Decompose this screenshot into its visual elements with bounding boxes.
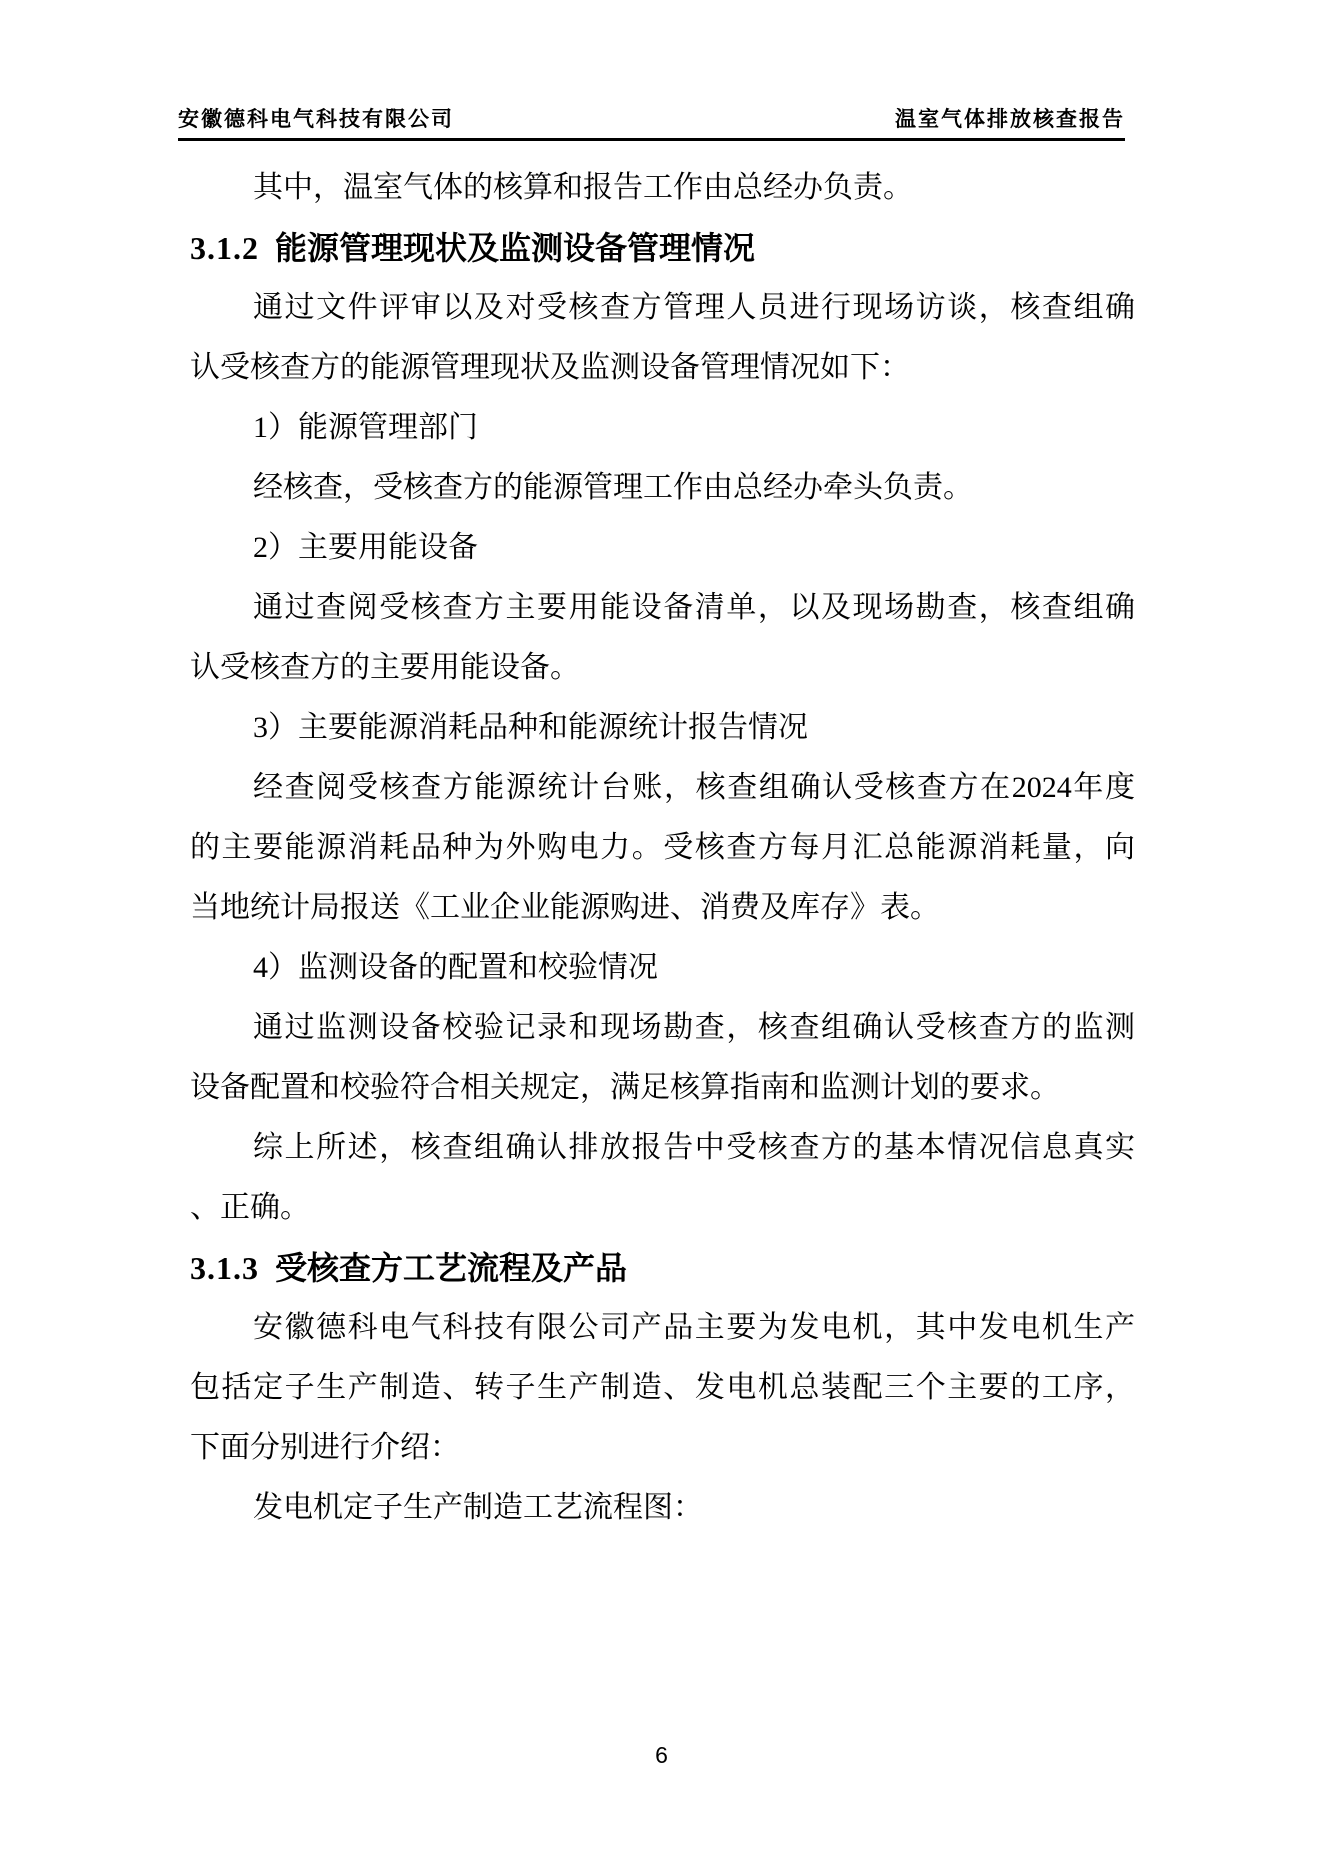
header-report-title: 温室气体排放核查报告 bbox=[895, 107, 1125, 131]
section-heading bbox=[190, 218, 1135, 278]
paragraph-line: 经查阅受核查方能源统计台账，核查组确认受核查方在2024年度 bbox=[253, 771, 1135, 804]
paragraph-line: 综上所述，核查组确认排放报告中受核查方的基本情况信息真实 bbox=[253, 1131, 1135, 1164]
paragraph-line: 当地统计局报送《工业企业能源购进、消费及库存》表。 bbox=[190, 891, 940, 924]
paragraph-line: 、正确。 bbox=[190, 1191, 310, 1224]
paragraph-line: 发电机定子生产制造工艺流程图： bbox=[253, 1491, 703, 1524]
paragraph-line: 4）监测设备的配置和校验情况 bbox=[253, 951, 658, 984]
page-number: 6 bbox=[655, 1742, 668, 1768]
paragraph-line: 3）主要能源消耗品种和能源统计报告情况 bbox=[253, 711, 808, 744]
section-title: 能源管理现状及监测设备管理情况 bbox=[275, 230, 756, 266]
page-header bbox=[178, 103, 1125, 133]
paragraph-line: 2）主要用能设备 bbox=[253, 531, 478, 564]
section-heading bbox=[190, 1238, 1135, 1298]
paragraph-line: 经核查，受核查方的能源管理工作由总经办牵头负责。 bbox=[253, 471, 973, 504]
section-title: 受核查方工艺流程及产品 bbox=[275, 1250, 628, 1286]
paragraph-line: 包括定子生产制造、转子生产制造、发电机总装配三个主要的工序， bbox=[190, 1371, 1135, 1404]
paragraph-line: 认受核查方的主要用能设备。 bbox=[190, 651, 580, 684]
document-body bbox=[190, 158, 1135, 1538]
header-company-name: 安徽德科电气科技有限公司 bbox=[178, 107, 454, 131]
section-number: 3.1.3 bbox=[190, 1250, 259, 1286]
paragraph-line: 认受核查方的能源管理现状及监测设备管理情况如下： bbox=[190, 351, 910, 384]
paragraph-line: 通过文件评审以及对受核查方管理人员进行现场访谈，核查组确 bbox=[253, 291, 1135, 324]
paragraph-line: 下面分别进行介绍： bbox=[190, 1431, 460, 1464]
paragraph-line: 安徽德科电气科技有限公司产品主要为发电机，其中发电机生产 bbox=[253, 1311, 1135, 1344]
page-footer bbox=[0, 1742, 1323, 1769]
paragraph-line: 其中，温室气体的核算和报告工作由总经办负责。 bbox=[253, 171, 913, 204]
header-divider bbox=[178, 138, 1125, 141]
paragraph-line: 的主要能源消耗品种为外购电力。受核查方每月汇总能源消耗量，向 bbox=[190, 831, 1135, 864]
paragraph-line: 通过监测设备校验记录和现场勘查，核查组确认受核查方的监测 bbox=[253, 1011, 1135, 1044]
section-number: 3.1.2 bbox=[190, 230, 259, 266]
paragraph-line: 1）能源管理部门 bbox=[253, 411, 478, 444]
paragraph-line: 通过查阅受核查方主要用能设备清单，以及现场勘查，核查组确 bbox=[253, 591, 1135, 624]
paragraph-line: 设备配置和校验符合相关规定，满足核算指南和监测计划的要求。 bbox=[190, 1071, 1060, 1104]
